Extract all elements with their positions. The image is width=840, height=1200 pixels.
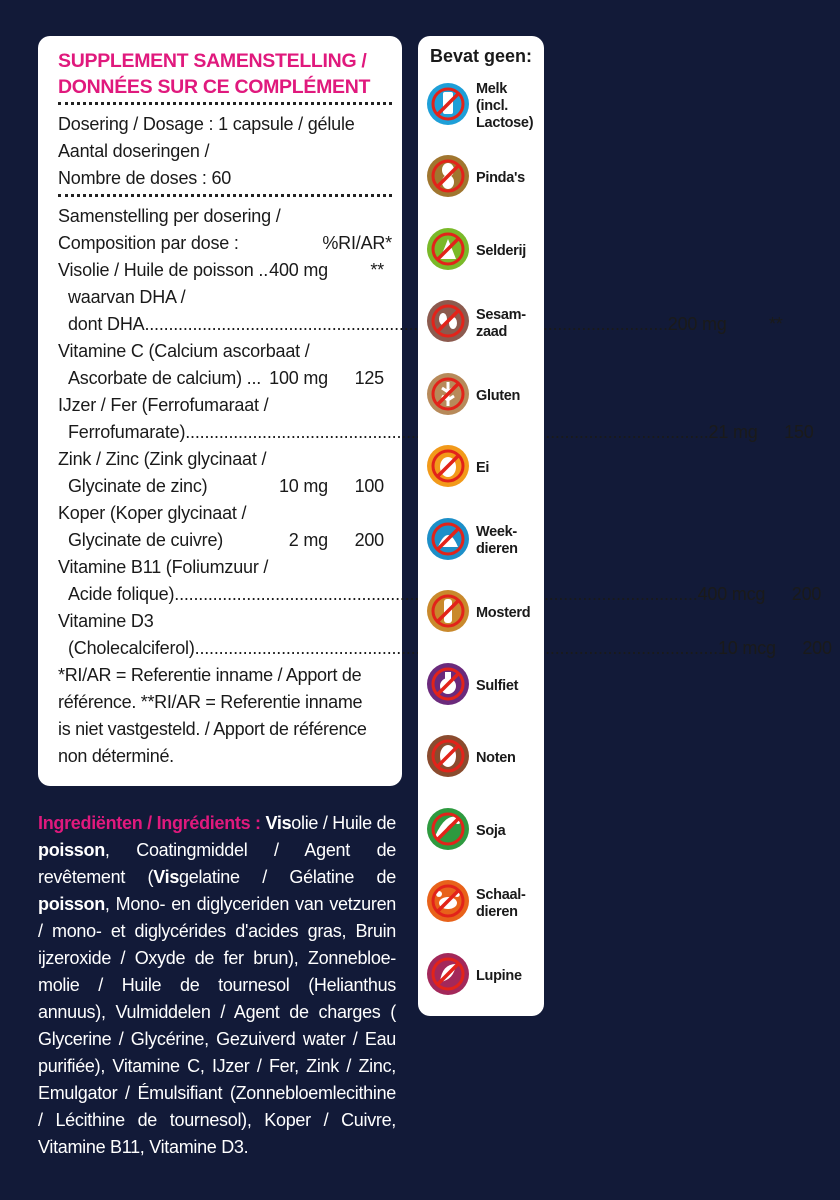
allergen-item	[426, 946, 544, 1006]
nutrient-row: Zink / Zinc (Zink glycinaat /	[58, 449, 267, 469]
milk-icon	[426, 82, 470, 131]
sesame-icon	[426, 299, 470, 348]
shell-icon	[426, 517, 470, 566]
composition-line-2: Composition par dose : %RI/AR*	[58, 230, 392, 257]
ingredients-text: Ingrediënten / Ingrédients : Visolie / Huile de poisson, Coatingmiddel / Agent de revêtement (Visgelatine / Gélatine de poisson, Mono- en diglyceriden van vetzuren / mono- et diglycérides d'acides gras, Bruin ijzeroxide / Oxyde de fer brun), Zonnebloe-molie / Huile de tournesol (Helianthus annuus), Vulmiddelen / Agent de charges ( Glycerine / Glycérine, Gezuiverd water / Eau purifiée), Vitamine C, IJzer / Fer, Zink / Zinc, Emulgator / Émulsifiant (Zonnebloemlecithine / Lécithine de tournesol), Koper / Cuivre, Vitamine B11, Vitamine D3.	[38, 813, 396, 1157]
peanut-icon	[426, 154, 470, 203]
soy-icon	[426, 807, 470, 856]
nutrient-amount: 21 mg	[708, 422, 758, 442]
nutrient-amount: 10 mcg	[717, 638, 776, 658]
nutrient-ri: **	[768, 314, 783, 334]
ri-header: %RI/AR*	[322, 233, 392, 253]
allergen-label: Sesam- zaad	[476, 306, 526, 340]
allergen-item	[426, 366, 544, 426]
nutrient-amount: 100 mg	[269, 368, 328, 388]
allergen-item	[426, 76, 544, 136]
allergen-item	[426, 874, 544, 934]
allergen-label: Selderij	[476, 242, 526, 259]
allergen-item	[426, 149, 544, 209]
nutrient-amount: 2 mg	[288, 530, 328, 550]
nutrient-row: Visolie / Huile de poisson .. 400 mg **	[58, 257, 392, 284]
allergen-item	[426, 729, 544, 789]
ingredients-heading: Ingrediënten / Ingrédients :	[38, 813, 266, 833]
sulphite-icon	[426, 662, 470, 711]
allergen-item	[426, 294, 544, 354]
allergen-free-panel	[418, 36, 544, 1016]
allergen-item	[426, 511, 544, 571]
supplement-title: SUPPLEMENT SAMENSTELLING / DONNÉES SUR CE COMPLÉMENT	[58, 50, 371, 98]
allergen-label: Sulfiet	[476, 677, 519, 694]
allergen-label: Melk (incl. Lactose)	[476, 80, 534, 131]
nutrient-row: IJzer / Fer (Ferrofumaraat /	[58, 395, 269, 415]
allergen-label: Lupine	[476, 967, 522, 984]
nutrient-row: Vitamine C (Calcium ascorbaat /	[58, 341, 310, 361]
mustard-icon	[426, 589, 470, 638]
nutrient-row: waarvan DHA /	[68, 287, 186, 307]
nutrient-amount: 400 mcg	[697, 584, 766, 604]
allergen-item	[426, 801, 544, 861]
allergen-item	[426, 439, 544, 499]
footnote: *RI/AR = Referentie inname / Apport de référence. **RI/AR = Referentie inname is niet vastgesteld. / Apport de référence non déterminé.	[58, 665, 367, 766]
allergen-item	[426, 221, 544, 281]
nutrient-ri: 125	[354, 368, 384, 388]
dotted-divider	[58, 102, 392, 105]
nutrient-row: Koper (Koper glycinaat /	[58, 503, 247, 523]
lupin-icon	[426, 952, 470, 1001]
celery-icon	[426, 227, 470, 276]
allergen-item	[426, 656, 544, 716]
nutrient-row: Vitamine D3	[58, 611, 154, 631]
doses-line-1: Aantal doseringen /	[58, 141, 210, 161]
nutrient-row: Glycinate de cuivre) 2 mg 200	[58, 527, 392, 554]
allergen-label: Schaal- dieren	[476, 886, 526, 920]
allergen-item	[426, 584, 544, 644]
wheat-icon	[426, 372, 470, 421]
nutrient-row: Glycinate de zinc) 10 mg 100	[58, 473, 392, 500]
nutrient-row: Vitamine B11 (Foliumzuur /	[58, 557, 269, 577]
nut-icon	[426, 734, 470, 783]
egg-icon	[426, 444, 470, 493]
composition-line-1: Samenstelling per dosering /	[58, 206, 281, 226]
nutrient-amount: 200 mg	[667, 314, 727, 334]
allergen-label: Soja	[476, 822, 506, 839]
crab-icon	[426, 879, 470, 928]
nutrient-row: (Cholecalciferol) ..... 10 mcg 200	[58, 635, 392, 662]
nutrient-ri: 150	[784, 422, 814, 442]
dotted-divider	[58, 194, 392, 197]
nutrient-amount: 10 mg	[278, 476, 328, 496]
allergen-label: Noten	[476, 750, 516, 766]
nutrient-ri: **	[370, 260, 384, 280]
allergen-label: Ei	[476, 460, 490, 476]
allergen-title: Bevat geen:	[429, 46, 533, 66]
nutrient-ri: 200	[791, 584, 822, 604]
nutrient-ri: 200	[354, 530, 384, 550]
nutrient-amount: 400 mg	[269, 260, 328, 280]
nutrient-row: Ferrofumarate) ..... 21 mg 150	[58, 419, 392, 446]
nutrient-ri: 200	[802, 638, 832, 658]
doses-line-2: Nombre de doses : 60	[58, 168, 232, 188]
allergen-label: Gluten	[476, 387, 521, 404]
nutrient-row: dont DHA ..... 200 mg **	[58, 311, 392, 338]
allergen-label: Mosterd	[476, 605, 531, 621]
allergen-label: Pinda's	[476, 170, 525, 186]
nutrient-row: Acide folique) ..... 400 mcg 200	[58, 581, 392, 608]
dosage-line: Dosering / Dosage : 1 capsule / gélule	[58, 114, 355, 134]
nutrient-row: Ascorbate de calcium) ... 100 mg 125	[58, 365, 392, 392]
nutrient-ri: 100	[354, 476, 384, 496]
allergen-label: Week- dieren	[476, 524, 518, 557]
